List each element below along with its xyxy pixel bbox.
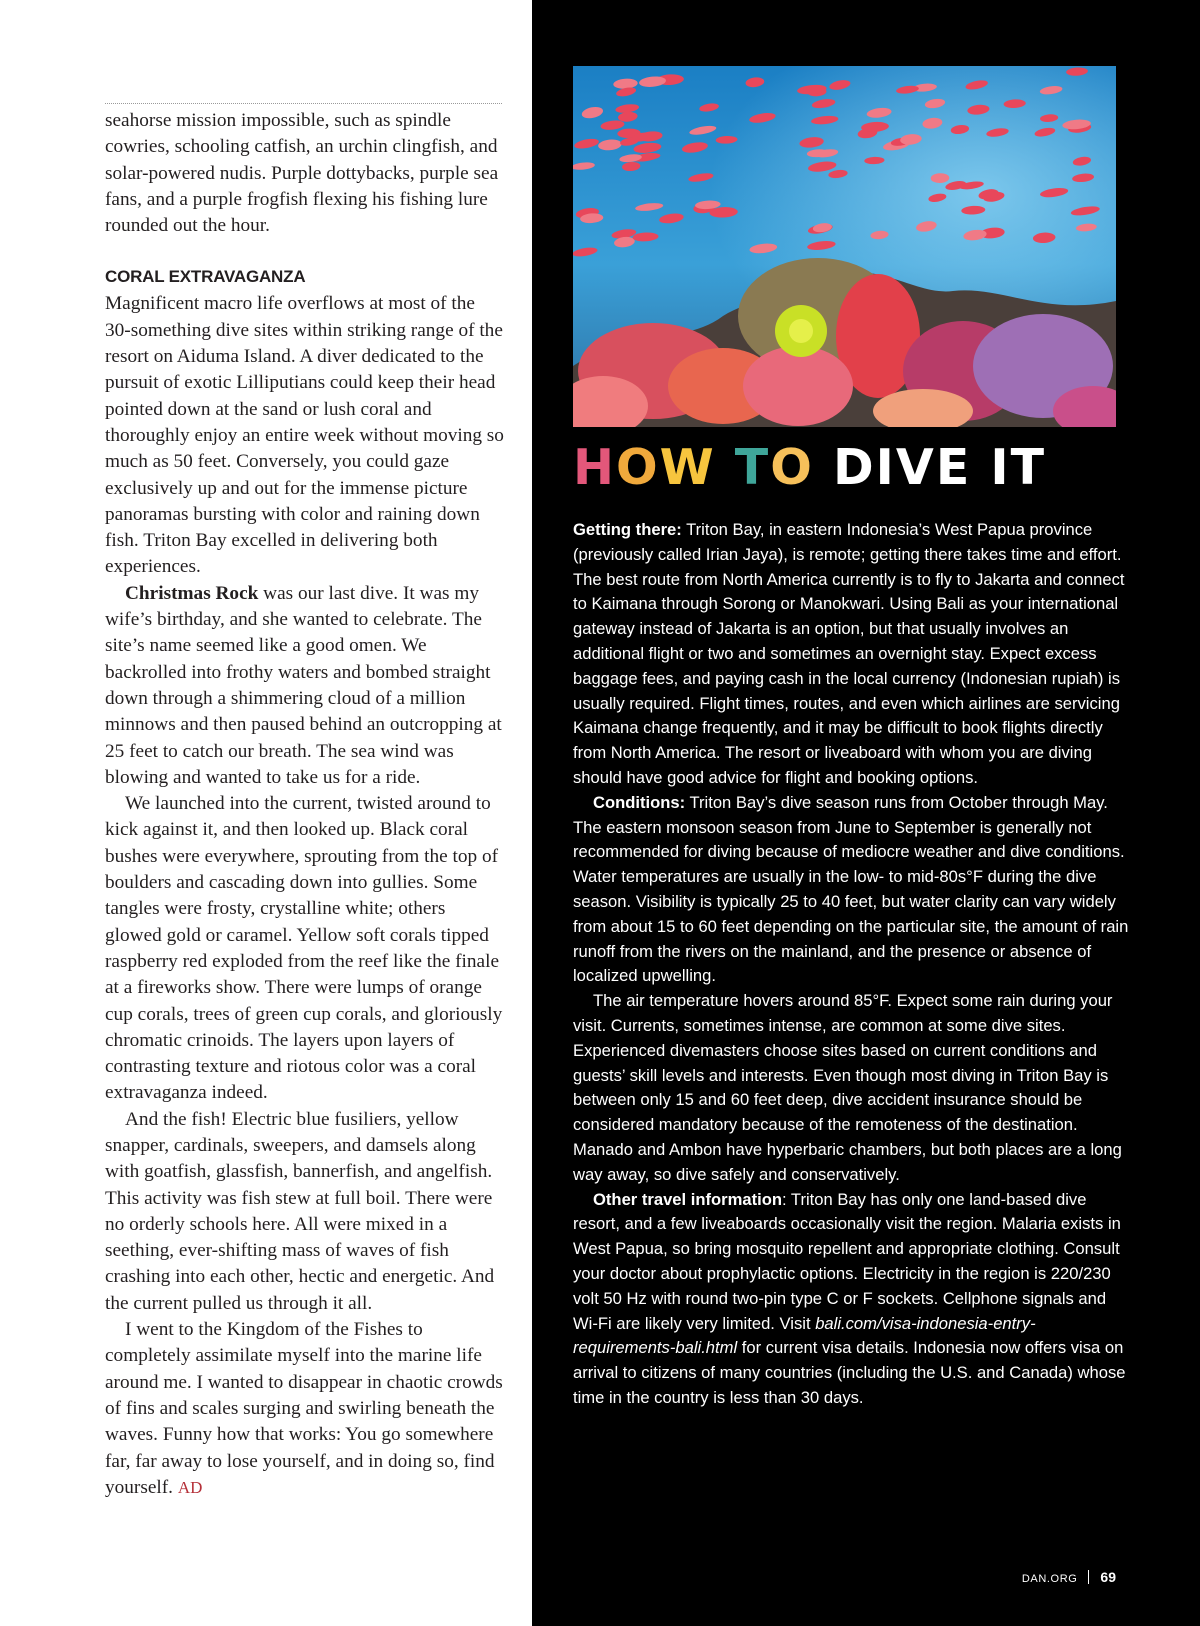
title-letter: O <box>616 439 660 496</box>
intro-paragraph: seahorse mission impossible, such as spindle cowries, schooling catfish, an urchin clingfish, and solar-powered nudis. Purple dottybacks, purple sea fans, and a purple frogfish flexing his fishing lure rounded out the hour. <box>105 110 499 237</box>
paragraph-christmas-rock <box>105 581 505 791</box>
title-letter: V <box>895 439 936 496</box>
paragraph-macro-life: Magnificent macro life overflows at most of the 30-something dive sites within striking range of the resort on Aiduma Island. A diver dedicated to the pursuit of exotic Lilliputians could keep their head pointed down at the sand or lush coral and thoroughly enjoy an entire week without moving so much as 50 feet. Conversely, you could gaze exclusively up and out for the immense picture panoramas bursting with color and raining down fish. Triton Bay excelled in delivering both experiences. <box>105 293 504 578</box>
travel-info <box>573 518 1133 1411</box>
conditions-label: Conditions: <box>593 792 686 812</box>
reef-illustration <box>573 66 1116 427</box>
title-letter: E <box>935 439 972 496</box>
title-letter: H <box>573 439 617 496</box>
page-footer <box>1022 1569 1116 1587</box>
title-letter: T <box>734 439 771 496</box>
paragraph-fish: And the fish! Electric blue fusiliers, yellow snapper, cardinals, sweepers, and damsels along with goatfish, glassfish, bannerfish, and angelfish. This activity was fish stew at full boil. There were no orderly schools here. All were mixed in a seething, ever-shifting mass of waves of fish crashing into each other, hectic and energetic. And the current pulled us through it all. <box>105 1108 495 1314</box>
other-info-label: Other travel information <box>593 1189 783 1209</box>
getting-there-label: Getting there: <box>573 520 682 539</box>
getting-there-text: Triton Bay, in eastern Indonesia’s West Papua province (previously called Irian Jaya), is remote; getting there takes time and effort. The best route from North America currently is to fly to Jakarta and connect to Kaimana through Sorong or Manokwari. Using Bali as your international gateway instead of Jakarta is an option, but that usually involves an additional flight or two and sometimes an overnight stay. Expect excess baggage fees, and paying cash in the local currency (Indonesian rupiah) is usually required. Flight times, routes, and even which airlines are servicing Kaimana change frequently, and it may be difficult to book flights directly from North America. The resort or liveaboard with whom you are diving should have good advice for flight and booking options. <box>573 520 1125 787</box>
other-info-paragraph <box>573 1188 1133 1411</box>
conditions-text: Triton Bay’s dive season runs from October through May. The eastern monsoon season from June to September is generally not recommended for diving because of mediocre weather and dive conditions. Water temperatures are usually in the low- to mid-80s°F during the dive season. Visibility is typically 25 to 40 feet, but water clarity can vary widely from about 15 to 60 feet depending on the particular site, the amount of rain runoff from the rivers on the mainland, and the presence or absence of localized upwelling. <box>573 792 1129 986</box>
title-letter: I <box>990 439 1011 496</box>
footer-divider <box>1088 1570 1089 1584</box>
other-info-text-2: for current visa details. Indonesia now offers visa on arrival to citizens of many countries (including the U.S. and Canada) whose time in the country is less than 30 days. <box>573 1338 1126 1407</box>
title-letter <box>716 438 735 498</box>
dive-site-name: Christmas Rock <box>125 582 259 604</box>
dotted-divider <box>105 103 502 104</box>
getting-there-paragraph <box>573 518 1133 791</box>
other-info-text-1: : Triton Bay has only one land-based dive resort, and a few liveaboards occasionally visit the region. Malaria exists in West Papua, so bring mosquito repellent and appropriate clothing. Consult your doctor about prophylactic options. Electricity in the region is 220/230 volt 50 Hz with round two-pin type C or F sockets. Cellphone signals and Wi-Fi are likely very limited. Visit <box>573 1189 1121 1333</box>
title-letter: D <box>832 439 876 496</box>
paragraph-current: We launched into the current, twisted around to kick against it, and then looked up. Black coral bushes were everywhere, sprouting from the top of boulders and cascading down into gullies. Some tangles were frosty, crystalline white; others glowed gold or caramel. Yellow soft corals tipped raspberry red exploded from the reef like the finale at a fireworks show. There were lumps of orange cup corals, trees of green cup corals, and gloriously chromatic crinoids. The layers upon layers of contrasting texture and riotous color was a coral extravaganza indeed. <box>105 793 503 1104</box>
title-letter: W <box>659 439 716 496</box>
title-letter: T <box>1010 439 1047 496</box>
how-to-dive-it-heading <box>573 438 1133 498</box>
conditions-paragraph <box>573 791 1133 989</box>
visa-link[interactable]: bali.com/visa-indonesia-entry-requirements-bali.html <box>573 1313 1036 1358</box>
end-mark: AD <box>177 1477 203 1497</box>
page-number: 69 <box>1100 1569 1116 1585</box>
title-letter <box>971 438 990 498</box>
paragraph-christmas-rock-text: was our last dive. It was my wife’s birthday, and she wanted to celebrate. The site’s name seemed like a good omen. We backrolled into frothy waters and bombed straight down through a shimmering cloud of a million minnows and then paused behind an outcropping at 25 feet to catch our breath. The sea wind was blowing and wanted to take us for a ride. <box>105 582 502 788</box>
site-name: DAN.ORG <box>1021 1573 1078 1585</box>
title-letter <box>814 438 833 498</box>
paragraph-closing <box>105 1317 505 1501</box>
paragraph-closing-text: I went to the Kingdom of the Fishes to completely assimilate myself into the marine life around me. I wanted to disappear in chaotic crowds of fins and scales surging and swirling beneath the waves. Funny how that works: You go somewhere far, far away to lose yourself, and in doing so, find yourself. <box>105 1319 503 1498</box>
reef-photo <box>573 66 1116 427</box>
title-letter: O <box>770 439 814 496</box>
title-letter: I <box>875 439 896 496</box>
section-heading: CORAL EXTRAVAGANZA <box>105 267 306 287</box>
air-temperature-paragraph: The air temperature hovers around 85°F. Expect some rain during your visit. Currents, sometimes intense, are common at some dive sites. Experienced divemasters choose sites based on current conditions and guests’ skill levels and interests. Even though most diving in Triton Bay is between only 15 and 60 feet deep, dive accident insurance should be considered mandatory because of the remoteness of the destination. Manado and Ambon have hyperbaric chambers, but both places are a long way away, so dive safely and conservatively. <box>573 991 1122 1184</box>
article-body <box>105 108 505 1501</box>
